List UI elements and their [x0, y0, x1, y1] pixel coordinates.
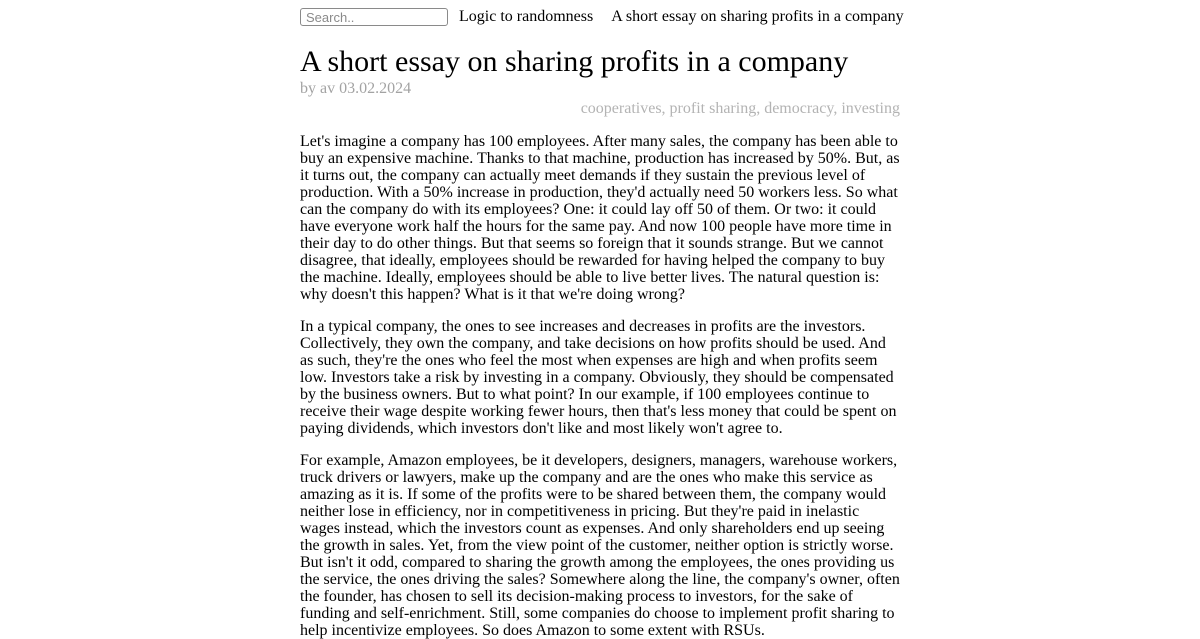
byline: by av 03.02.2024	[300, 80, 412, 97]
essay-paragraph: For example, Amazon employees, be it developers, designers, managers, warehouse workers, truck drivers or lawyers, make up the company and are the ones who make this service as amazing as it is. If some of the profits were to be shared between them, the company would neither lose in efficiency, nor in competitiveness in pricing. But they're paid in inelastic wages instead, which the investors count as expenses. And only shareholders end up seeing the growth in sales. Yet, from the view point of the customer, neither option is strictly worse. But isn't it odd, compared to sharing the growth among the employees, the ones providing us the service, the ones driving the sales? Somewhere along the line, the company's owner, often the founder, has chosen to sell its decision-making process to investors, for the sake of funding and self-enrichment. Still, some companies do choose to implement profit sharing to help incentivize employees. So does Amazon to some extent with RSUs.	[300, 452, 900, 639]
site-title-link[interactable]: Logic to randomness	[459, 8, 594, 25]
content-column	[300, 0, 904, 639]
breadcrumb-current-page[interactable]: A short essay on sharing profits in a company	[611, 8, 904, 25]
essay-body	[300, 133, 900, 639]
tags: cooperatives, profit sharing, democracy, investing	[580, 100, 900, 117]
essay-paragraph: In a typical company, the ones to see increases and decreases in profits are the investors. Collectively, they own the company, and take decisions on how profits should be used. And as such, they're the ones who feel the most when expenses are high and when profits seem low. Investors take a risk by investing in a company. Obviously, they should be compensated by the business owners. But to what point? In our example, if 100 employees continue to receive their wage despite working fewer hours, then that's less money that could be spent on paying dividends, which investors don't like and most likely won't agree to.	[300, 318, 897, 437]
search-input[interactable]	[300, 8, 448, 26]
essay-paragraph: Let's imagine a company has 100 employees. After many sales, the company has been able to buy an expensive machine. Thanks to that machine, production has increased by 50%. But, as it turns out, the company can actually meet demands if they sustain the previous level of production. With a 50% increase in production, they'd actually need 50 workers less. So what can the company do with its employees? One: it could lay off 50 of them. Or two: it could have everyone work half the hours for the same pay. And now 100 people have more time in their day to do other things. But that seems so foreign that it sounds strange. But we cannot disagree, that ideally, employees should be rewarded for having helped the company to buy the machine. Ideally, employees should be able to live better lives. The natural question is: why doesn't this happen? What is it that we're doing wrong?	[300, 133, 900, 303]
page-title: A short essay on sharing profits in a company	[300, 45, 849, 78]
top-nav	[300, 8, 904, 26]
